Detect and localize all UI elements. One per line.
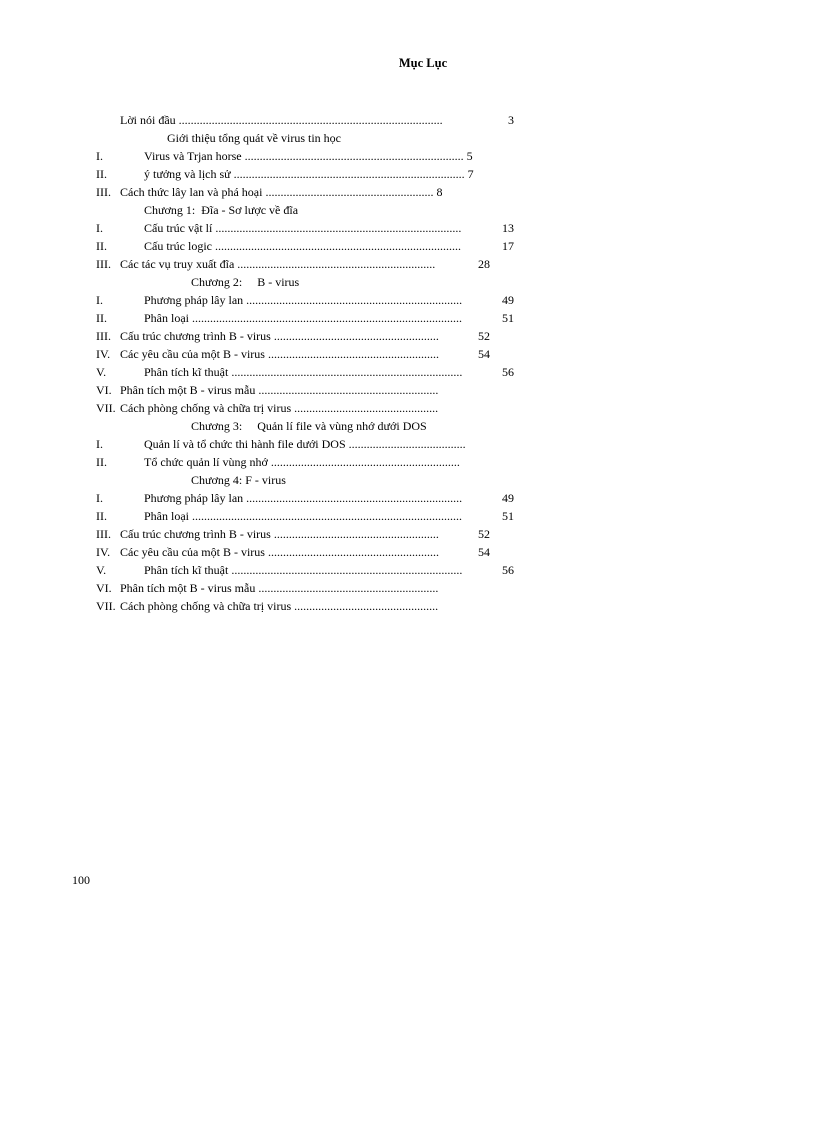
toc-entry-text: Phương pháp lây lan ........................................................................ — [144, 293, 463, 307]
toc-entry-text: Virus và Trjan horse ......................................................................... 5 — [144, 149, 473, 163]
toc-roman-numeral: III. — [96, 329, 111, 343]
toc-entry — [0, 526, 816, 542]
toc-page-number: 49 — [502, 491, 514, 505]
toc-entry-text: Chương 2: B - virus — [191, 275, 300, 289]
toc-entry-text: Cấu trúc logic .................................................................................. — [144, 239, 461, 253]
toc-entry — [0, 166, 816, 182]
toc-page-number: 17 — [502, 239, 514, 253]
toc-entry — [0, 274, 816, 290]
toc-page-number: 13 — [502, 221, 514, 235]
toc-entry — [0, 148, 816, 164]
toc-entry-text: Cấu trúc chương trình B - virus ....................................................... — [120, 527, 439, 541]
toc-page-number: 52 — [478, 527, 490, 541]
toc-entry-text: Phương pháp lây lan ........................................................................ — [144, 491, 463, 505]
toc-entry — [0, 256, 816, 272]
toc-entry — [0, 454, 816, 470]
toc-entry-text: Quản lí và tổ chức thi hành file dưới DOS ....................................... — [144, 437, 466, 451]
toc-entry — [0, 112, 816, 128]
toc-entry-text: Tổ chức quản lí vùng nhớ ............................................................... — [144, 455, 460, 469]
toc-roman-numeral: III. — [96, 257, 111, 271]
toc-entry — [0, 580, 816, 596]
toc-entry-text: Giới thiệu tổng quát về virus tin học — [167, 131, 341, 145]
toc-page-number: 54 — [478, 347, 490, 361]
toc-entry-text: Phân loại .......................................................................................... — [144, 509, 462, 523]
toc-entry-text: Cấu trúc chương trình B - virus ....................................................... — [120, 329, 439, 343]
toc-roman-numeral: I. — [96, 437, 103, 451]
toc-roman-numeral: I. — [96, 149, 103, 163]
toc-entry-text: Phân tích kĩ thuật ............................................................................. — [144, 563, 463, 577]
toc-roman-numeral: IV. — [96, 545, 111, 559]
toc-entry — [0, 328, 816, 344]
toc-entry — [0, 364, 816, 380]
toc-page-number: 49 — [502, 293, 514, 307]
toc-entry — [0, 418, 816, 434]
toc-entry — [0, 130, 816, 146]
toc-entry — [0, 400, 816, 416]
toc-entry — [0, 436, 816, 452]
toc-roman-numeral: I. — [96, 293, 103, 307]
toc-entry — [0, 220, 816, 236]
toc-entry — [0, 562, 816, 578]
toc-page-number: 54 — [478, 545, 490, 559]
toc-roman-numeral: V. — [96, 365, 107, 379]
toc-entry-text: Cách phòng chống và chữa trị virus ................................................ — [120, 599, 439, 613]
toc-entry — [0, 310, 816, 326]
toc-roman-numeral: III. — [96, 527, 111, 541]
toc-page-number: 52 — [478, 329, 490, 343]
toc-roman-numeral: II. — [96, 239, 107, 253]
toc-entry-text: Các tác vụ truy xuất đĩa .................................................................. — [120, 257, 436, 271]
toc-entry — [0, 346, 816, 362]
toc-entry-text: Chương 1: Đĩa - Sơ lược về đĩa — [144, 203, 299, 217]
toc-entry — [0, 544, 816, 560]
toc-page-number: 3 — [508, 113, 514, 127]
toc-roman-numeral: I. — [96, 491, 103, 505]
toc-entry-text: Phân tích một B - virus mẫu ............................................................ — [120, 581, 439, 595]
toc-entry — [0, 238, 816, 254]
toc-page-number: 56 — [502, 365, 514, 379]
toc-roman-numeral: V. — [96, 563, 107, 577]
toc-roman-numeral: II. — [96, 455, 107, 469]
toc-entry — [0, 472, 816, 488]
toc-roman-numeral: II. — [96, 509, 107, 523]
toc-page-number: 51 — [502, 311, 514, 325]
toc-entry — [0, 490, 816, 506]
toc-entry-text: Các yêu cầu của một B - virus ......................................................... — [120, 347, 439, 361]
toc-entry-text: Chương 4: F - virus — [191, 473, 286, 487]
toc-entry-text: Phân loại .......................................................................................... — [144, 311, 462, 325]
toc-entry-text: Các yêu cầu của một B - virus ......................................................... — [120, 545, 439, 559]
toc-page-number: 51 — [502, 509, 514, 523]
toc-entry-text: Lời nói đầu ........................................................................................ — [120, 113, 443, 127]
toc-page-number: 56 — [502, 563, 514, 577]
toc-roman-numeral: III. — [96, 185, 111, 199]
toc-roman-numeral: VII. — [96, 599, 116, 613]
toc-page-number: 28 — [478, 257, 490, 271]
toc-entry — [0, 202, 816, 218]
toc-entry — [0, 184, 816, 200]
toc-roman-numeral: VI. — [96, 581, 112, 595]
toc-entry-text: Cách phòng chống và chữa trị virus ................................................ — [120, 401, 439, 415]
toc-roman-numeral: VI. — [96, 383, 112, 397]
toc-entry-text: Phân tích kĩ thuật ............................................................................. — [144, 365, 463, 379]
toc-roman-numeral: II. — [96, 167, 107, 181]
toc-roman-numeral: II. — [96, 311, 107, 325]
toc-roman-numeral: IV. — [96, 347, 111, 361]
page-title: Mục Lục — [398, 56, 448, 70]
toc-entry-text: ý tưởng và lịch sử ............................................................................. 7 — [144, 167, 474, 181]
toc-roman-numeral: I. — [96, 221, 103, 235]
toc-entry — [0, 508, 816, 524]
toc-roman-numeral: VII. — [96, 401, 116, 415]
toc-entry — [0, 598, 816, 614]
toc-entry-text: Cấu trúc vật lí .................................................................................. — [144, 221, 462, 235]
toc-entry — [0, 382, 816, 398]
toc-entry-text: Chương 3: Quản lí file và vùng nhớ dưới DOS — [191, 419, 427, 433]
toc-entry — [0, 292, 816, 308]
toc-entry-text: Phân tích một B - virus mẫu ............................................................ — [120, 383, 439, 397]
toc-entry-text: Cách thức lây lan và phá hoại ........................................................ 8 — [120, 185, 443, 199]
footer-page-number: 100 — [72, 873, 90, 887]
